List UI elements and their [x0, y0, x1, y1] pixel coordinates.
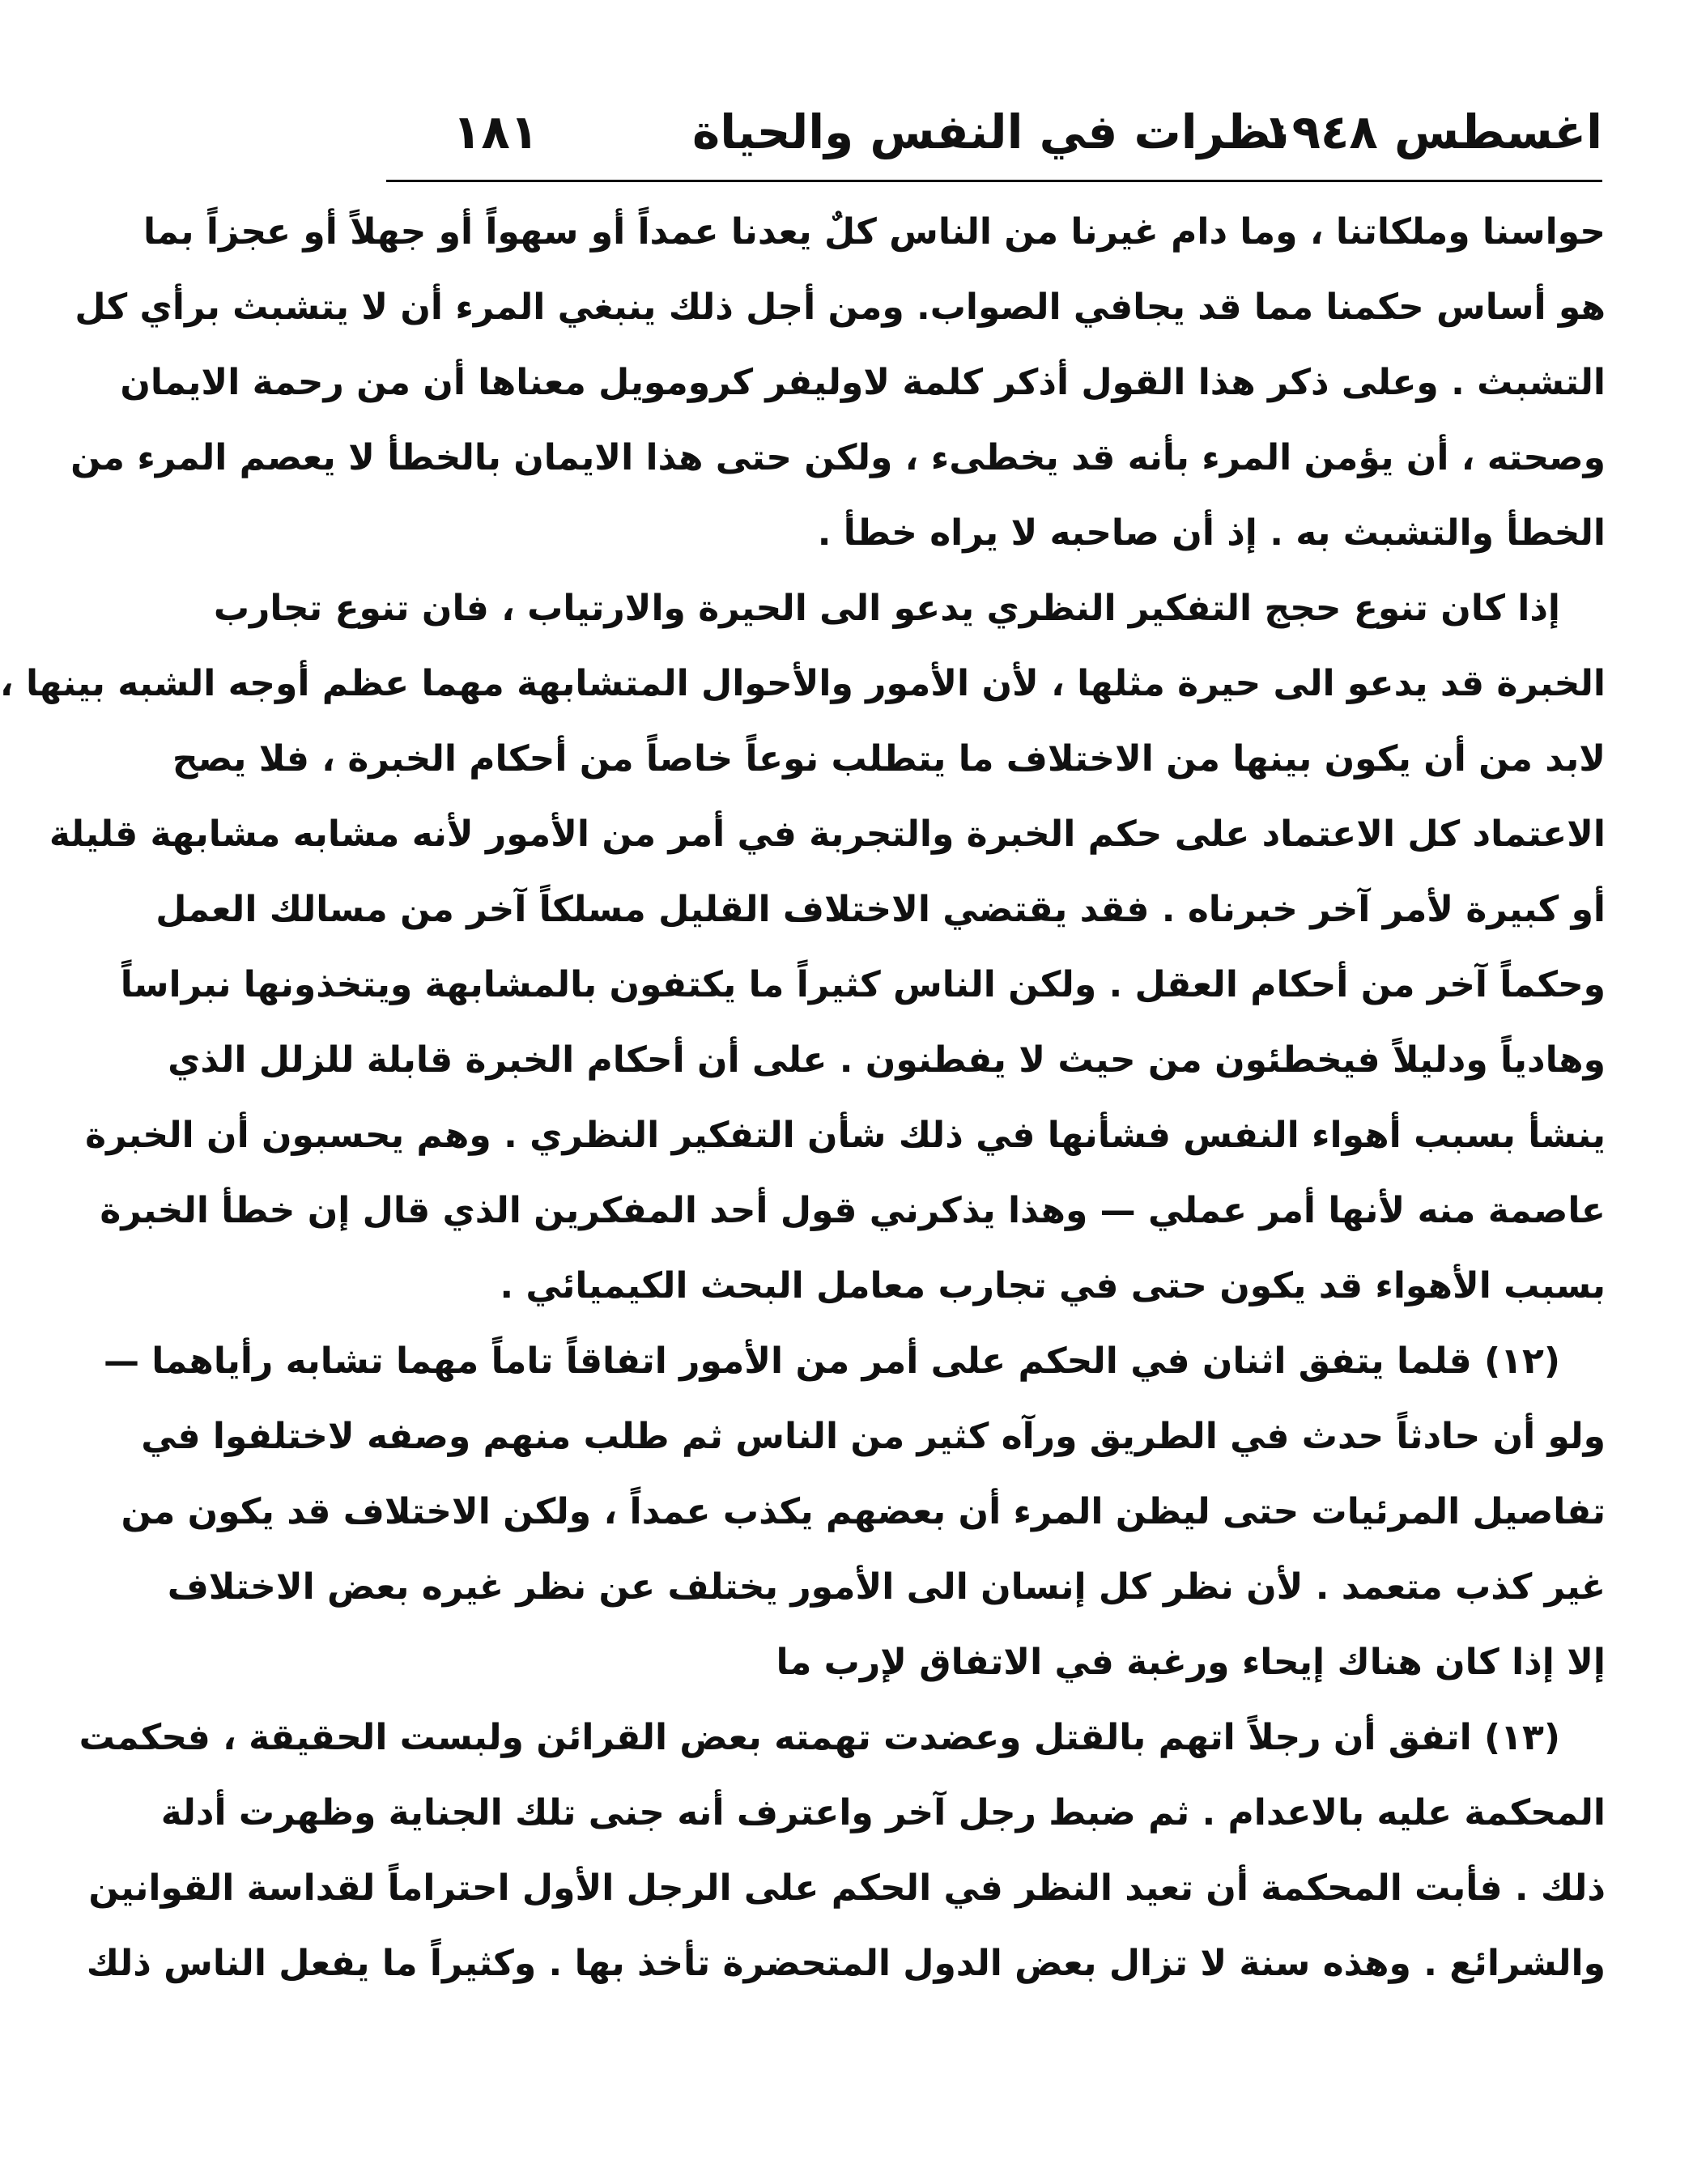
running-head [380, 96, 1602, 168]
body-text [0, 194, 1606, 2001]
text-line: ينشأ بسبب أهواء النفس فشأنها في ذلك شأن التفكير النظري . وهم يحسبون أن الخبرة [85, 1115, 1606, 1156]
text-line: أو كبيرة لأمر آخر خبرناه . فقد يقتضي الاختلاف القليل مسلكاً آخر من مسالك العمل [155, 889, 1606, 930]
text-line: إذا كان تنوع حجج التفكير النظري يدعو الى الحيرة والارتياب ، فان تنوع تجارب [213, 588, 1560, 629]
text-line: ولو أن حادثاً حدث في الطريق ورآه كثير من الناس ثم طلب منهم وصفه لاختلفوا في [141, 1416, 1606, 1457]
paragraph-experience [0, 571, 1606, 1324]
text-line: هو أساس حكمنا مما قد يجافي الصواب. ومن أجل ذلك ينبغي المرء أن لا يتشبث برأي كل [74, 287, 1606, 328]
text-line: التشبث . وعلى ذكر هذا القول أذكر كلمة لاوليفر كرومويل معناها أن من رحمة الايمان [120, 362, 1606, 403]
text-line: الخطأ والتشبث به . إذ أن صاحبه لا يراه خطأ . [817, 512, 1606, 554]
header-title: نظرات في النفس والحياة [691, 104, 1291, 159]
header-rule [386, 180, 1602, 182]
paragraph-12 [103, 1324, 1606, 1700]
header-date: اغسطس ١٩٤٨ [1263, 104, 1602, 159]
text-line: عاصمة منه لأنها أمر عملي — وهذا يذكرني قول أحد المفكرين الذي قال إن خطأ الخبرة [100, 1190, 1606, 1231]
text-line: غير كذب متعمد . لأن نظر كل إنسان الى الأمور يختلف عن نظر غيره بعض الاختلاف [167, 1566, 1606, 1608]
text-line: والشرائع . وهذه سنة لا تزال بعض الدول المتحضرة تأخذ بها . وكثيراً ما يفعل الناس ذلك [86, 1943, 1606, 1984]
text-line: وهادياً ودليلاً فيخطئون من حيث لا يفطنون . على أن أحكام الخبرة قابلة للزلل الذي [168, 1039, 1606, 1081]
text-line: ذلك . فأبت المحكمة أن تعيد النظر في الحكم على الرجل الأول احتراماً لقداسة القوانين [88, 1867, 1606, 1909]
text-line: بسبب الأهواء قد يكون حتى في تجارب معامل البحث الكيميائي . [500, 1265, 1606, 1307]
text-line: حواسنا وملكاتنا ، وما دام غيرنا من الناس كلٌ يعدنا عمداً أو سهواً أو جهلاً أو عجزاً بما [143, 211, 1606, 253]
text-line: إلا إذا كان هناك إيحاء ورغبة في الاتفاق لإرب ما [776, 1642, 1606, 1683]
text-line: الخبرة قد يدعو الى حيرة مثلها ، لأن الأمور والأحوال المتشابهة مهما عظم أوجه الشبه بينها ، [0, 663, 1606, 704]
text-line: (١٣) اتفق أن رجلاً اتهم بالقتل وعضدت تهمته بعض القرائن ولبست الحقيقة ، فحكمت [79, 1717, 1560, 1758]
text-line: تفاصيل المرئيات حتى ليظن المرء أن بعضهم يكذب عمداً ، ولكن الاختلاف قد يكون من [121, 1491, 1606, 1532]
text-line: المحكمة عليه بالاعدام . ثم ضبط رجل آخر واعترف أنه جنى تلك الجناية وظهرت أدلة [160, 1792, 1606, 1833]
paragraph-continuation [70, 194, 1606, 571]
text-line: وحكماً آخر من أحكام العقل . ولكن الناس كثيراً ما يكتفون بالمشابهة ويتخذونها نبراساً [120, 964, 1606, 1005]
paragraph-13 [79, 1700, 1606, 2001]
text-line: (١٢) قلما يتفق اثنان في الحكم على أمر من الأمور اتفاقاً تاماً مهما تشابه رأياهما — [103, 1341, 1560, 1382]
page-number: ١٨١ [453, 104, 539, 159]
text-line: لابد من أن يكون بينها من الاختلاف ما يتطلب نوعاً خاصاً من أحكام الخبرة ، فلا يصح [172, 738, 1606, 780]
text-line: الاعتماد كل الاعتماد على حكم الخبرة والتجربة في أمر من الأمور لأنه مشابه مشابهة قليلة [49, 814, 1606, 855]
text-line: وصحته ، أن يؤمن المرء بأنه قد يخطىء ، ولكن حتى هذا الايمان بالخطأ لا يعصم المرء من [70, 437, 1606, 478]
